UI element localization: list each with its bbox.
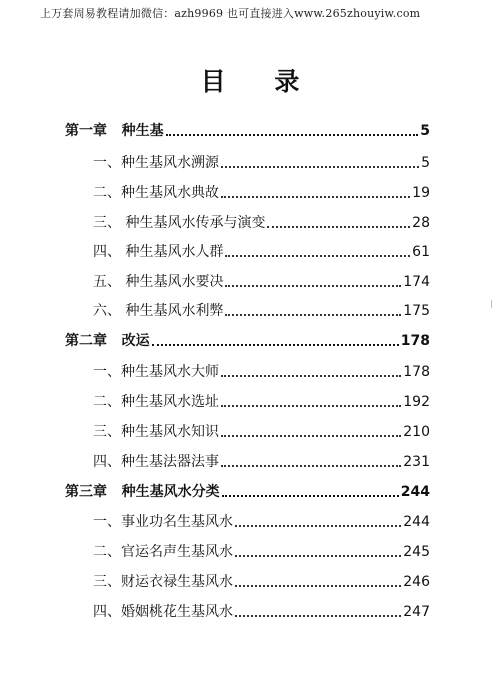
- toc-entry-title: 四、婚姻桃花生基风水: [93, 604, 233, 620]
- toc-entry-title: 一、事业功名生基风水: [93, 514, 233, 530]
- toc-section-3-4[interactable]: [93, 599, 430, 621]
- toc-section-1-3[interactable]: [93, 210, 430, 232]
- toc-entry-title: 三、种生基风水知识: [93, 424, 219, 440]
- leader-dots: [221, 196, 410, 198]
- toc-section-1-2[interactable]: [93, 180, 430, 202]
- toc-section-3-1[interactable]: [93, 509, 430, 531]
- toc-page-number: 175: [403, 303, 430, 319]
- leader-dots: [166, 134, 419, 136]
- toc-entry-title: 第二章 改运: [65, 333, 150, 349]
- leader-dots: [221, 465, 401, 467]
- toc-entry-title: 二、种生基风水典故: [93, 185, 219, 201]
- toc-chapter-2[interactable]: [65, 328, 430, 350]
- toc-entry-title: 四、 种生基风水人群: [93, 244, 224, 260]
- toc-section-3-3[interactable]: [93, 569, 430, 591]
- toc-entry-title: 一、种生基风水大师: [93, 364, 219, 380]
- leader-dots: [225, 255, 410, 257]
- watermark-header: 上万套周易教程请加微信：azh9969 也可直接进入www.265zhouyiw.com: [40, 7, 421, 20]
- toc-chapter-3[interactable]: [65, 479, 430, 501]
- toc-entry-title: 第三章 种生基风水分类: [65, 484, 220, 500]
- toc-page-number: 210: [403, 424, 430, 440]
- toc-entry-title: 三、 种生基风水传承与演变: [93, 215, 266, 231]
- toc-page-number: 247: [403, 604, 430, 620]
- leader-dots: [222, 495, 399, 497]
- leader-dots: [225, 285, 401, 287]
- page-title: 目 录: [200, 67, 320, 96]
- toc-page-number: 19: [412, 185, 430, 201]
- leader-dots: [152, 344, 399, 346]
- toc-section-2-3[interactable]: [93, 419, 430, 441]
- toc-entry-title: 四、种生基法器法事: [93, 454, 219, 470]
- toc-section-2-4[interactable]: [93, 449, 430, 471]
- toc-page-number: 246: [403, 574, 430, 590]
- toc-section-1-1[interactable]: [93, 150, 430, 172]
- toc-page-number: 231: [403, 454, 430, 470]
- toc-section-1-4[interactable]: [93, 239, 430, 261]
- toc-section-1-5[interactable]: [93, 269, 430, 291]
- toc-entry-title: 二、种生基风水选址: [93, 394, 219, 410]
- leader-dots: [221, 435, 401, 437]
- toc-section-2-1[interactable]: [93, 359, 430, 381]
- toc-page-number: 61: [412, 244, 430, 260]
- toc-entry-title: 五、 种生基风水要决: [93, 274, 224, 290]
- margin-tick: [491, 300, 492, 308]
- toc-page-number: 244: [403, 514, 430, 530]
- toc-entry-title: 六、 种生基风水利弊: [93, 303, 224, 319]
- toc-entry-title: 一、种生基风水溯源: [93, 155, 219, 171]
- toc-entry-title: 第一章 种生基: [65, 123, 164, 139]
- toc-page-number: 178: [400, 333, 430, 349]
- toc-page-number: 192: [403, 394, 430, 410]
- toc-entry-title: 三、财运衣禄生基风水: [93, 574, 233, 590]
- leader-dots: [221, 375, 401, 377]
- toc-chapter-1[interactable]: [65, 118, 430, 140]
- toc-page-number: 178: [403, 364, 430, 380]
- toc-section-2-2[interactable]: [93, 389, 430, 411]
- toc-page-number: 5: [421, 155, 430, 171]
- leader-dots: [235, 555, 401, 557]
- leader-dots: [267, 226, 410, 228]
- leader-dots: [221, 405, 401, 407]
- toc-page-number: 174: [403, 274, 430, 290]
- leader-dots: [221, 166, 419, 168]
- toc-entry-title: 二、官运名声生基风水: [93, 544, 233, 560]
- toc-section-3-2[interactable]: [93, 539, 430, 561]
- toc-page-number: 5: [420, 123, 430, 139]
- toc-section-1-6[interactable]: [93, 298, 430, 320]
- leader-dots: [225, 314, 401, 316]
- leader-dots: [235, 585, 401, 587]
- leader-dots: [235, 615, 401, 617]
- toc-page-number: 244: [400, 484, 430, 500]
- leader-dots: [235, 525, 401, 527]
- toc-page-number: 245: [403, 544, 430, 560]
- toc-page-number: 28: [412, 215, 430, 231]
